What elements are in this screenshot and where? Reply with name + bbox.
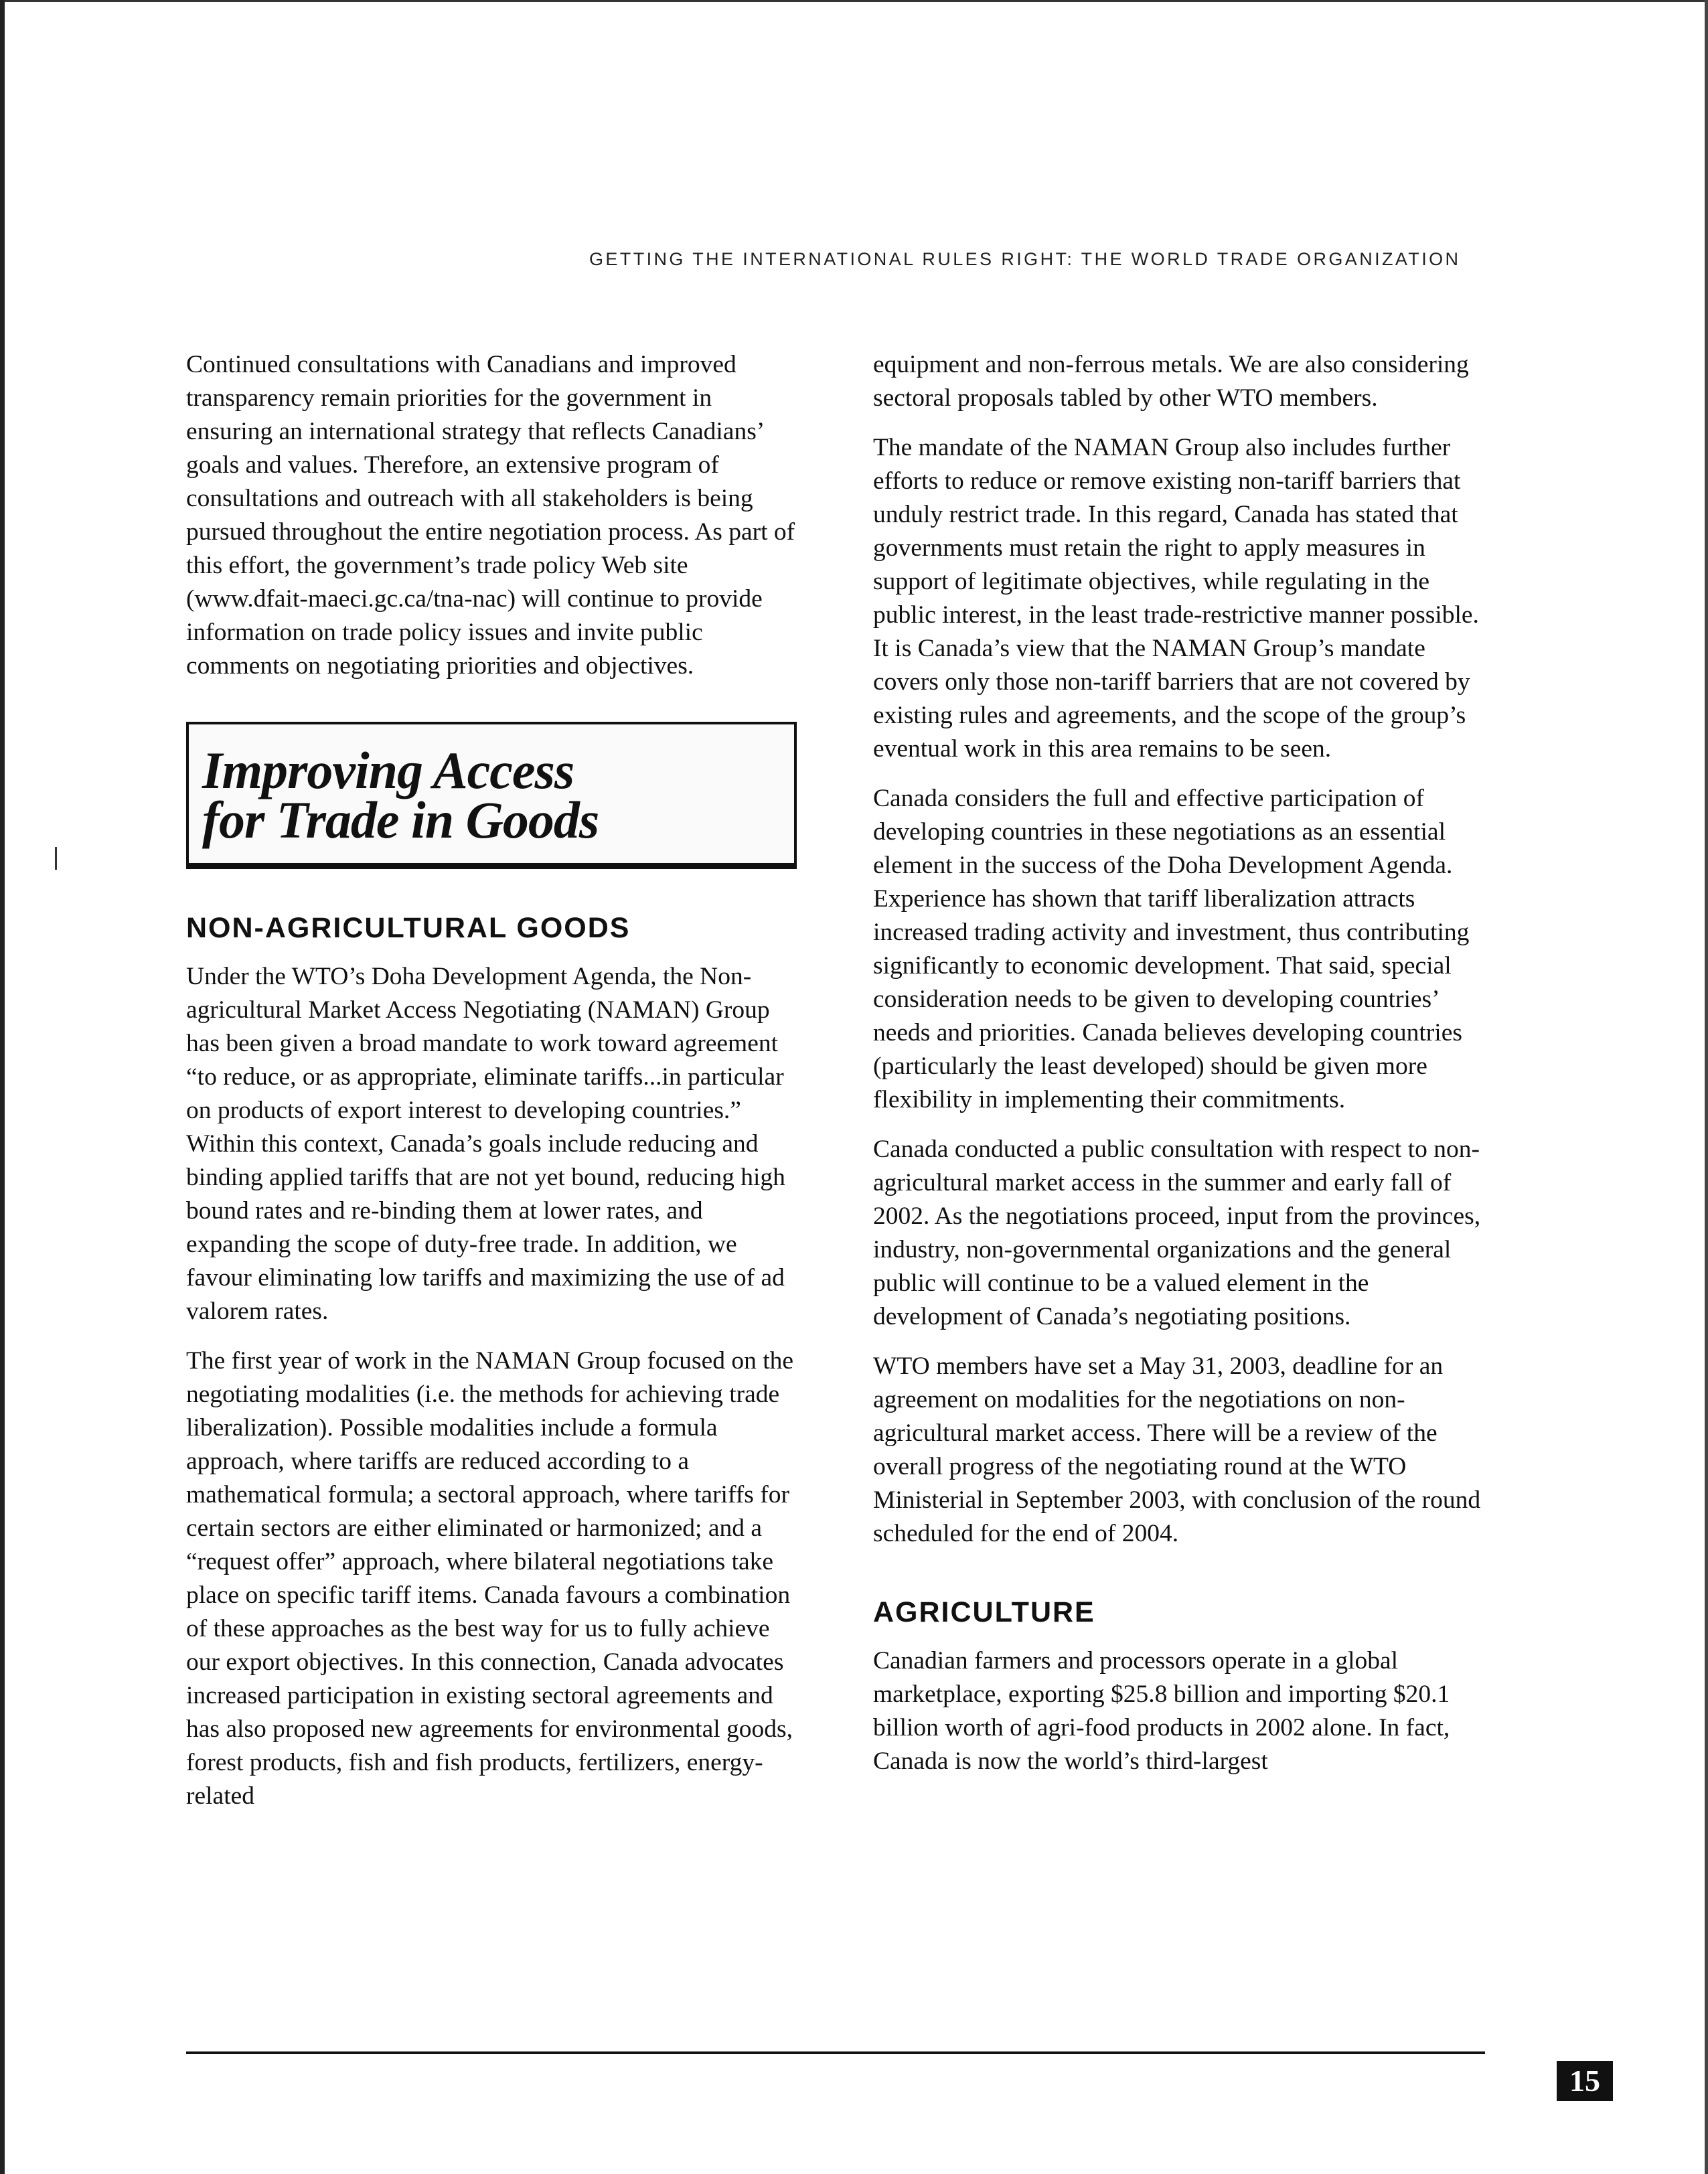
page-number: 15 xyxy=(1557,2061,1613,2101)
scan-artifact xyxy=(55,847,57,870)
paragraph: Canada conducted a public consultation with respect to non-agricultural market access in the summer and early fall of 2002. As the negotiations proceed, input from the provinces, industry, non-governmental organizations and the general public will continue to be a valued element in the development of Canada’s negotiating positions. xyxy=(873,1136,1481,1330)
paragraph: WTO members have set a May 31, 2003, deadline for an agreement on modalities for the negotiations on non-agricultural market access. There will be a review of the overall progress of the negotiating round at the WTO Ministerial in September 2003, with conclusion of the round scheduled for the end of 2004. xyxy=(873,1352,1481,1547)
paragraph-continuation: equipment and non-ferrous metals. We are also considering sectoral proposals tabled by other WTO members. xyxy=(873,351,1469,412)
paragraph: Under the WTO’s Doha Development Agenda, the Non-agricultural Market Access Negotiating (NAMAN) Group has been given a broad mandate to work toward agreement “to reduce, or as appropriate, eliminate tariffs...in particular on products of export interest to developing countries.” Within this context, Canada’s goals include reducing and binding applied tariffs that are not yet bound, reducing high bound rates and re-binding them at lower rates, and expanding the scope of duty-free trade. In addition, we favour eliminating low tariffs and maximizing the use of ad valorem rates. xyxy=(186,963,785,1325)
scan-edge-top xyxy=(0,0,1708,2)
running-header: GETTING THE INTERNATIONAL RULES RIGHT: THE WORLD TRADE ORGANIZATION xyxy=(589,249,1461,269)
heading-agriculture: AGRICULTURE xyxy=(873,1596,1095,1628)
right-column xyxy=(873,348,1489,1794)
paragraph: The first year of work in the NAMAN Group focused on the negotiating modalities (i.e. the methods for achieving trade liberalization). Possible modalities include a formula approach, where tariffs are reduced according to a mathematical formula; a sectoral approach, where tariffs for certain sectors are either eliminated or harmonized; and a “request offer” approach, where bilateral negotiations take place on specific tariff items. Canada favours a combination of these approaches as the best way for us to fully achieve our export objectives. In this connection, Canada advocates increased participation in existing sectoral agreements and has also proposed new agreements for environmental goods, forest products, fish and fish products, fertilizers, energy-related xyxy=(186,1347,794,1810)
section-title-line-2: for Trade in Goods xyxy=(202,791,599,849)
scan-edge-left xyxy=(0,0,5,2174)
paragraph: The mandate of the NAMAN Group also includes further efforts to reduce or remove existing non-tariff barriers that unduly restrict trade. In this regard, Canada has stated that governments must retain the right to apply measures in support of legitimate objectives, while regulating in the public interest, in the least trade-restrictive manner possible. It is Canada’s view that the NAMAN Group’s mandate covers only those non-tariff barriers that are not covered by existing rules and agreements, and the scope of the group’s eventual work in this area remains to be seen. xyxy=(873,434,1479,763)
intro-paragraph: Continued consultations with Canadians and improved transparency remain priorities for the government in ensuring an international strategy that reflects Canadians’ goals and values. Therefore, an extensive program of consultations and outreach with all stakeholders is being pursued throughout the entire negotiation process. As part of this effort, the government’s trade policy Web site (www.dfait-maeci.gc.ca/tna-nac) will continue to provide information on trade policy issues and invite public comments on negotiating priorities and objectives. xyxy=(186,351,795,680)
scan-edge-right xyxy=(1705,0,1708,2174)
heading-non-agricultural-goods: NON-AGRICULTURAL GOODS xyxy=(186,912,631,944)
section-title xyxy=(202,741,599,849)
paragraph: Canada considers the full and effective participation of developing countries in these negotiations as an essential element in the success of the Doha Development Agenda. Experience has shown that tariff liberalization attracts increased trading activity and investment, thus contributing significantly to economic development. That said, special consideration needs to be given to developing countries’ needs and priorities. Canada believes developing countries (particularly the least developed) should be given more flexibility in implementing their commitments. xyxy=(873,785,1470,1113)
paragraph: Canadian farmers and processors operate in a global marketplace, exporting $25.8 billion and importing $20.1 billion worth of agri-food products in 2002 alone. In fact, Canada is now the world’s third-largest xyxy=(873,1647,1450,1775)
section-title-line-1: Improving Access xyxy=(202,741,574,799)
footer-rule xyxy=(186,2051,1485,2054)
left-column xyxy=(186,348,802,1829)
section-title-box xyxy=(186,722,797,869)
